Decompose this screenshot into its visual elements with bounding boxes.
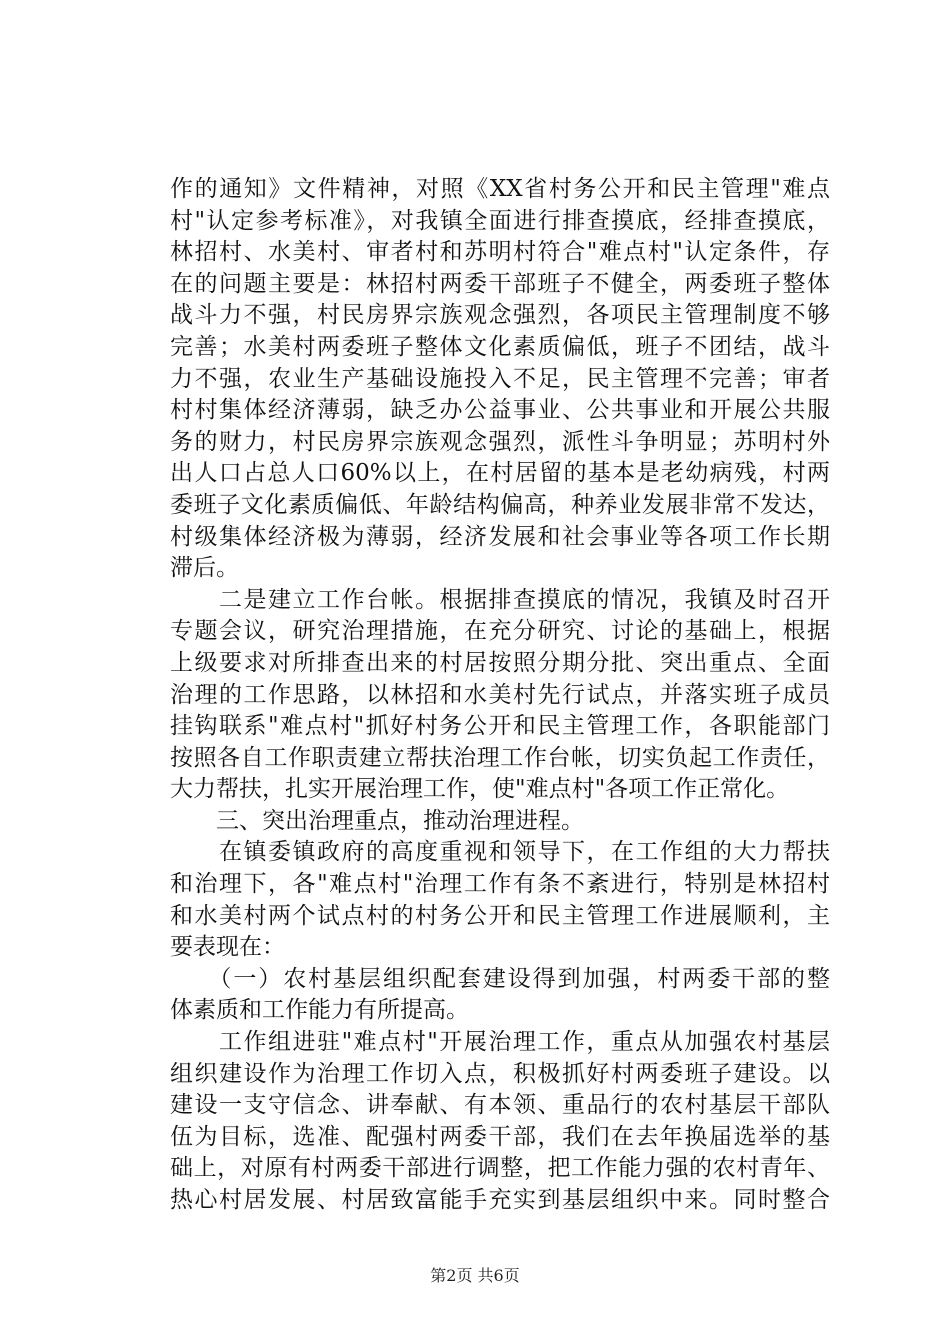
text-line: 按照各自工作职责建立帮扶治理工作台帐，切实负起工作责任，: [170, 744, 830, 771]
text-line: 组织建设作为治理工作切入点，积极抓好村两委班子建设。以: [170, 1060, 830, 1087]
text-line: 二是建立工作台帐。根据排查摸底的情况，我镇及时召开: [170, 586, 830, 613]
text-line: 务的财力，村民房界宗族观念强烈，派性斗争明显；苏明村外: [170, 428, 830, 455]
text-line: 完善；水美村两委班子整体文化素质偏低，班子不团结，战斗: [170, 333, 830, 360]
text-line: 础上，对原有村两委干部进行调整，把工作能力强的农村青年、: [170, 1155, 830, 1182]
text-line: 在镇委镇政府的高度重视和领导下，在工作组的大力帮扶: [170, 839, 830, 866]
text-line: 战斗力不强，村民房界宗族观念强烈，各项民主管理制度不够: [170, 302, 830, 329]
text-line: 村村集体经济薄弱，缺乏办公益事业、公共事业和开展公共服: [170, 397, 830, 424]
text-line: 热心村居发展、村居致富能手充实到基层组织中来。同时整合: [170, 1187, 830, 1213]
text-line: 村级集体经济极为薄弱，经济发展和社会事业等各项工作长期: [170, 523, 830, 550]
text-line: 工作组进驻"难点村"开展治理工作，重点从加强农村基层: [170, 1029, 830, 1056]
page-footer: 第2页 共6页: [430, 1266, 520, 1285]
text-line: 和水美村两个试点村的村务公开和民主管理工作进展顺利，主: [170, 902, 830, 929]
text-line: 和治理下，各"难点村"治理工作有条不紊进行，特别是林招村: [170, 871, 830, 898]
text-line: 委班子文化素质偏低、年龄结构偏高，种养业发展非常不发达，: [170, 491, 830, 518]
text-line: 三、突出治理重点，推动治理进程。: [170, 807, 584, 834]
text-line: 力不强，农业生产基础设施投入不足，民主管理不完善；审者: [170, 365, 830, 392]
text-line: （一）农村基层组织配套建设得到加强，村两委干部的整: [170, 965, 830, 992]
document-body: [170, 174, 830, 1217]
text-line: 体素质和工作能力有所提高。: [170, 997, 469, 1024]
text-line: 挂钩联系"难点村"抓好村务公开和民主管理工作，各职能部门: [170, 713, 830, 740]
text-line: 村"认定参考标准》，对我镇全面进行排查摸底，经排查摸底，: [170, 207, 830, 234]
text-line: 上级要求对所排查出来的村居按照分期分批、突出重点、全面: [170, 649, 830, 676]
text-line: 林招村、水美村、审者村和苏明村符合"难点村"认定条件，存: [170, 239, 830, 266]
text-line: 出人口占总人口60%以上，在村居留的基本是老幼病残，村两: [170, 460, 830, 487]
text-line: 滞后。: [170, 555, 239, 582]
text-line: 治理的工作思路，以林招和水美村先行试点，并落实班子成员: [170, 681, 830, 708]
text-line: 作的通知》文件精神，对照《XX省村务公开和民主管理"难点: [170, 176, 830, 202]
text-line: 建设一支守信念、讲奉献、有本领、重品行的农村基层干部队: [170, 1092, 830, 1119]
text-line: 伍为目标，选准、配强村两委干部，我们在去年换届选举的基: [170, 1123, 830, 1150]
text-line: 要表现在：: [170, 934, 285, 961]
text-line: 大力帮扶，扎实开展治理工作，使"难点村"各项工作正常化。: [170, 776, 790, 803]
text-line: 专题会议，研究治理措施，在充分研究、讨论的基础上，根据: [170, 618, 830, 645]
text-line: 在的问题主要是：林招村两委干部班子不健全，两委班子整体: [170, 270, 830, 297]
